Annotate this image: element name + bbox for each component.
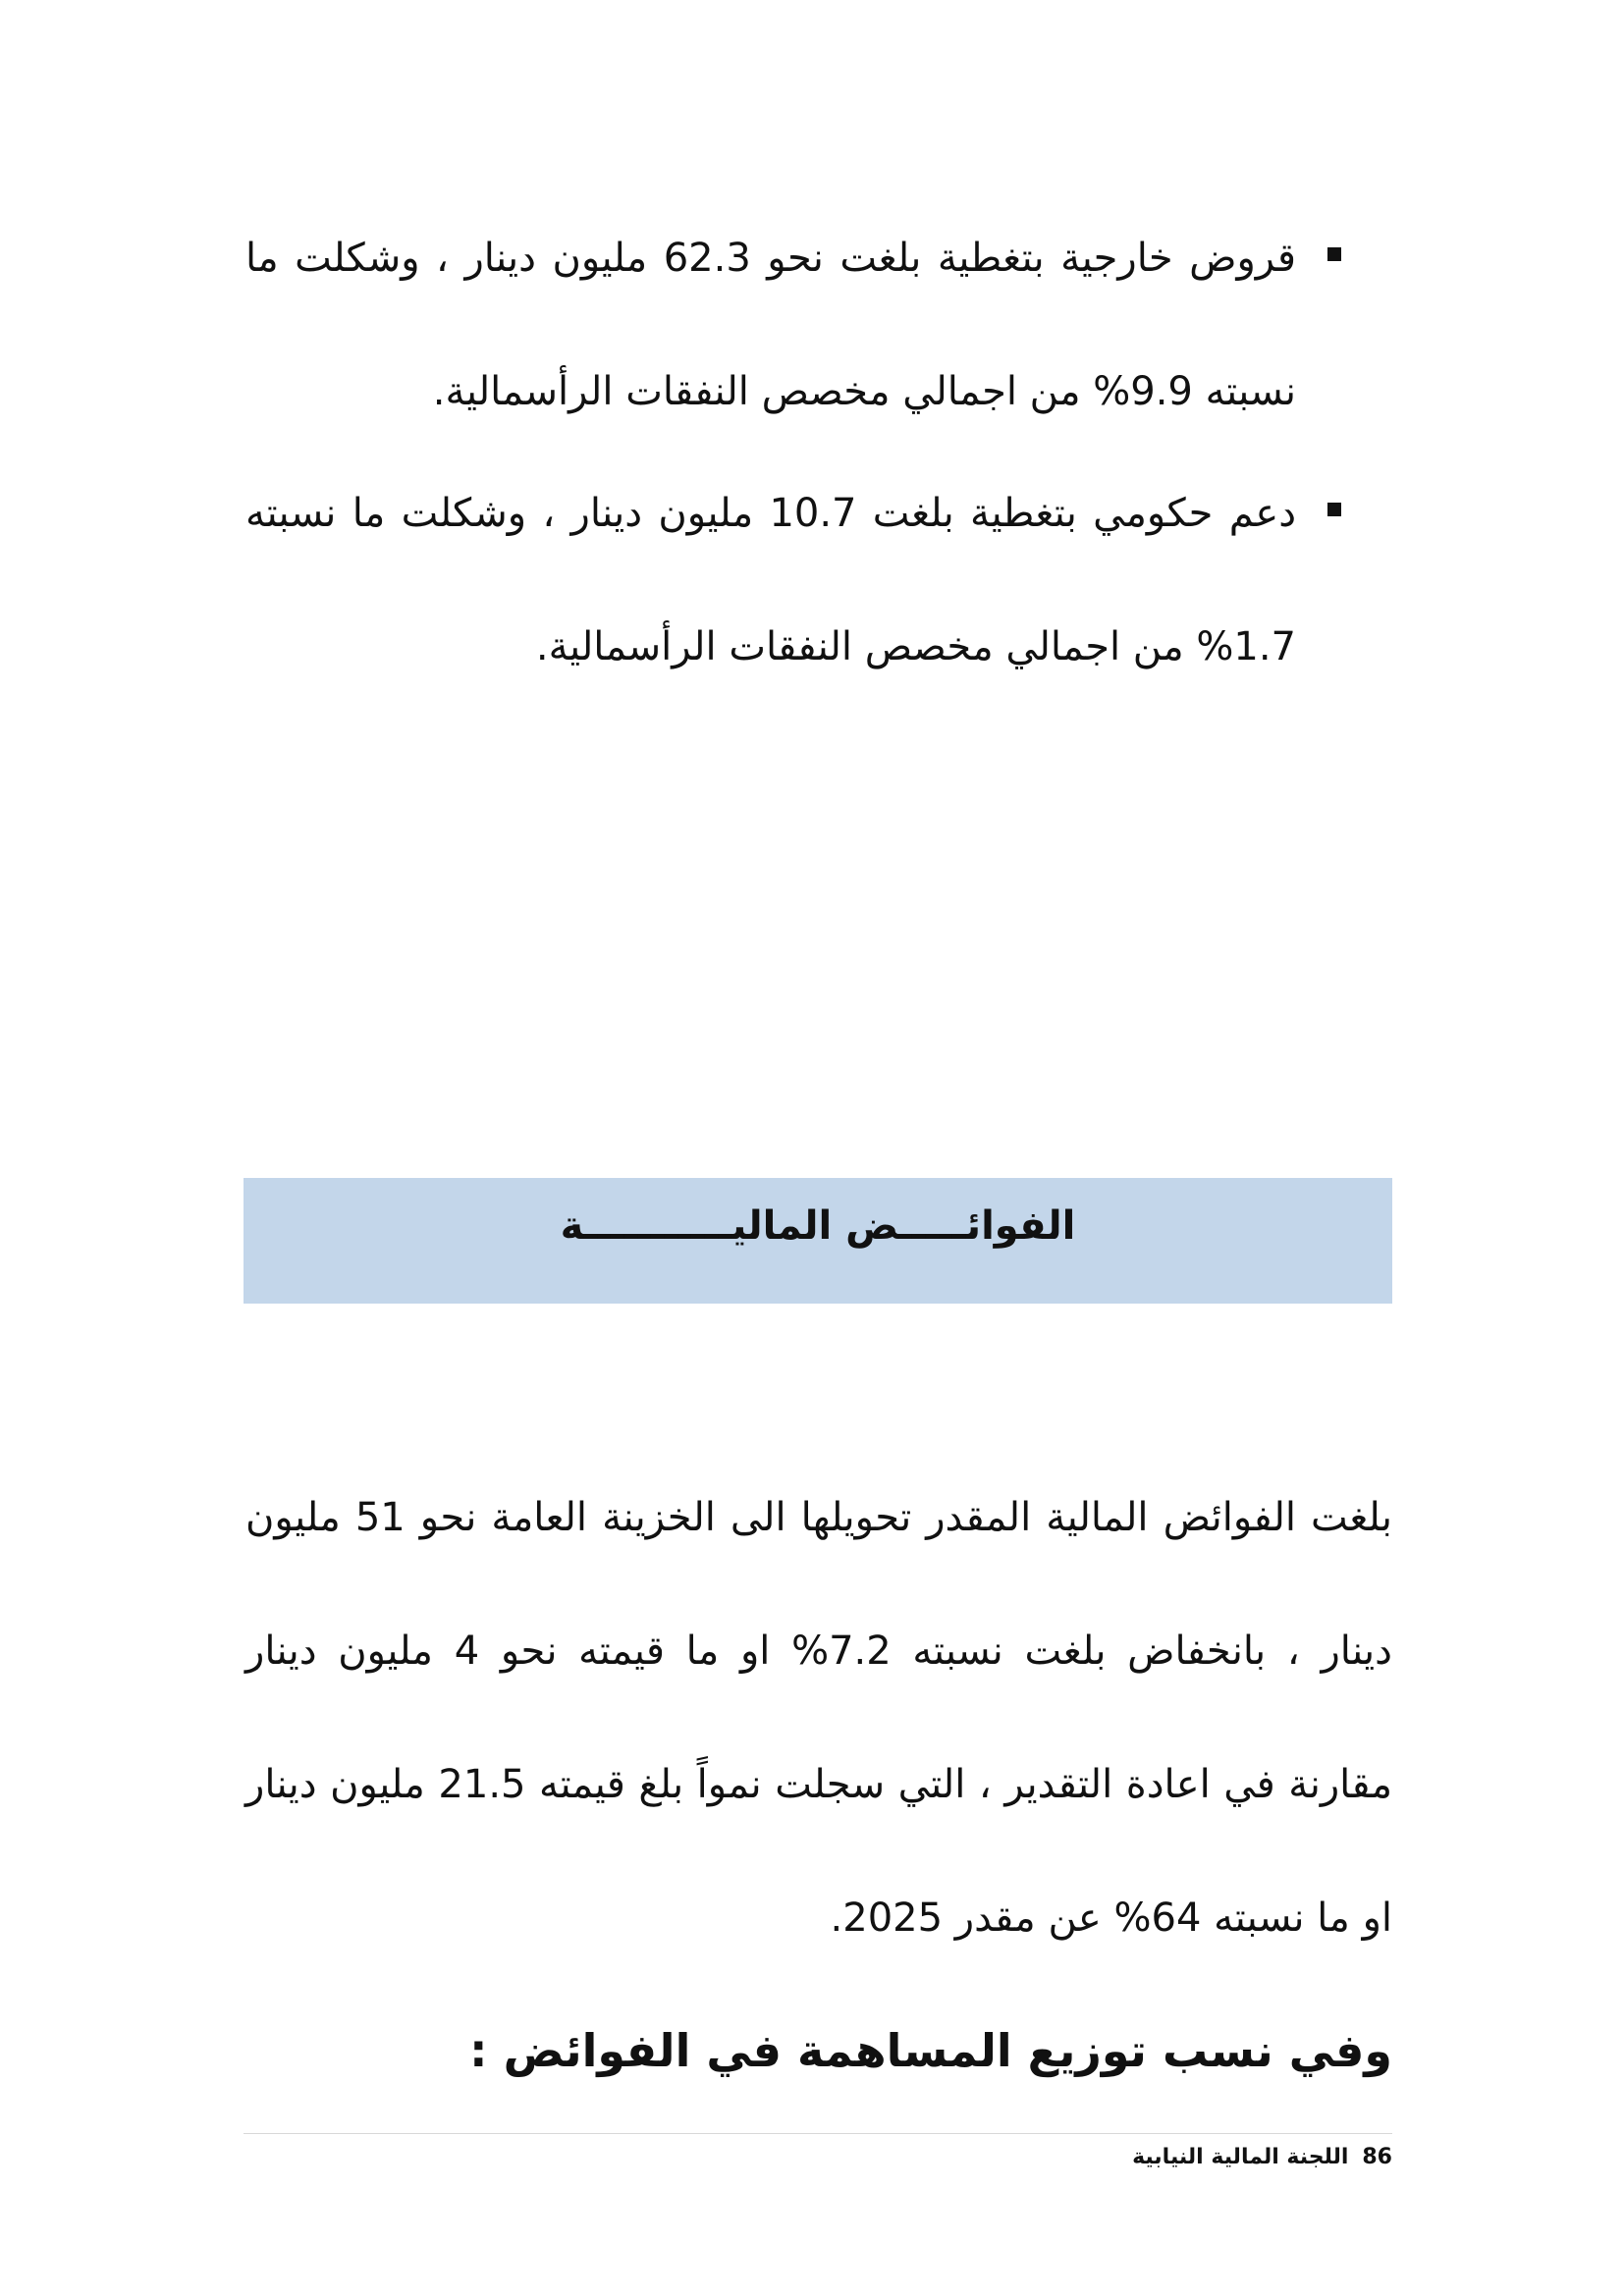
- section-header-band: [244, 1178, 1392, 1304]
- bullet-item-external-loans: [245, 191, 1296, 458]
- footer-divider: [244, 2133, 1392, 2134]
- square-bullet-icon: [1327, 503, 1341, 516]
- bullet-text: قروض خارجية بتغطية بلغت نحو 62.3 مليون دينار ، وشكلت ما نسبته 9.9% من اجمالي مخصص النفقات الرأسمالية.: [245, 236, 1296, 414]
- section-title: الفوائـــــض الماليـــــــــــة: [560, 1203, 1076, 1249]
- page-footer: [1132, 2145, 1392, 2169]
- bullet-item-government-support: [245, 447, 1296, 714]
- bullet-list: [245, 191, 1296, 714]
- square-bullet-icon: [1327, 247, 1341, 261]
- page-number: 86: [1362, 2145, 1392, 2169]
- subheading: وفي نسب توزيع المساهمة في الفوائض :: [469, 2024, 1392, 2077]
- body-paragraph: بلغت الفوائض المالية المقدر تحويلها الى الخزينة العامة نحو 51 مليون دينار ، بانخفاض بلغت نسبته 7.2% او ما قيمته نحو 4 مليون دينار مقارنة في اعادة التقدير ، التي سجلت نمواً بلغ قيمته 21.5 مليون دينار او ما نسبته 64% عن مقدر 2025.: [245, 1495, 1392, 1941]
- bullet-text: دعم حكومي بتغطية بلغت 10.7 مليون دينار ، وشكلت ما نسبته 1.7% من اجمالي مخصص النفقات الرأسمالية.: [245, 491, 1297, 669]
- footer-label: اللجنة المالية النيابية: [1132, 2145, 1349, 2169]
